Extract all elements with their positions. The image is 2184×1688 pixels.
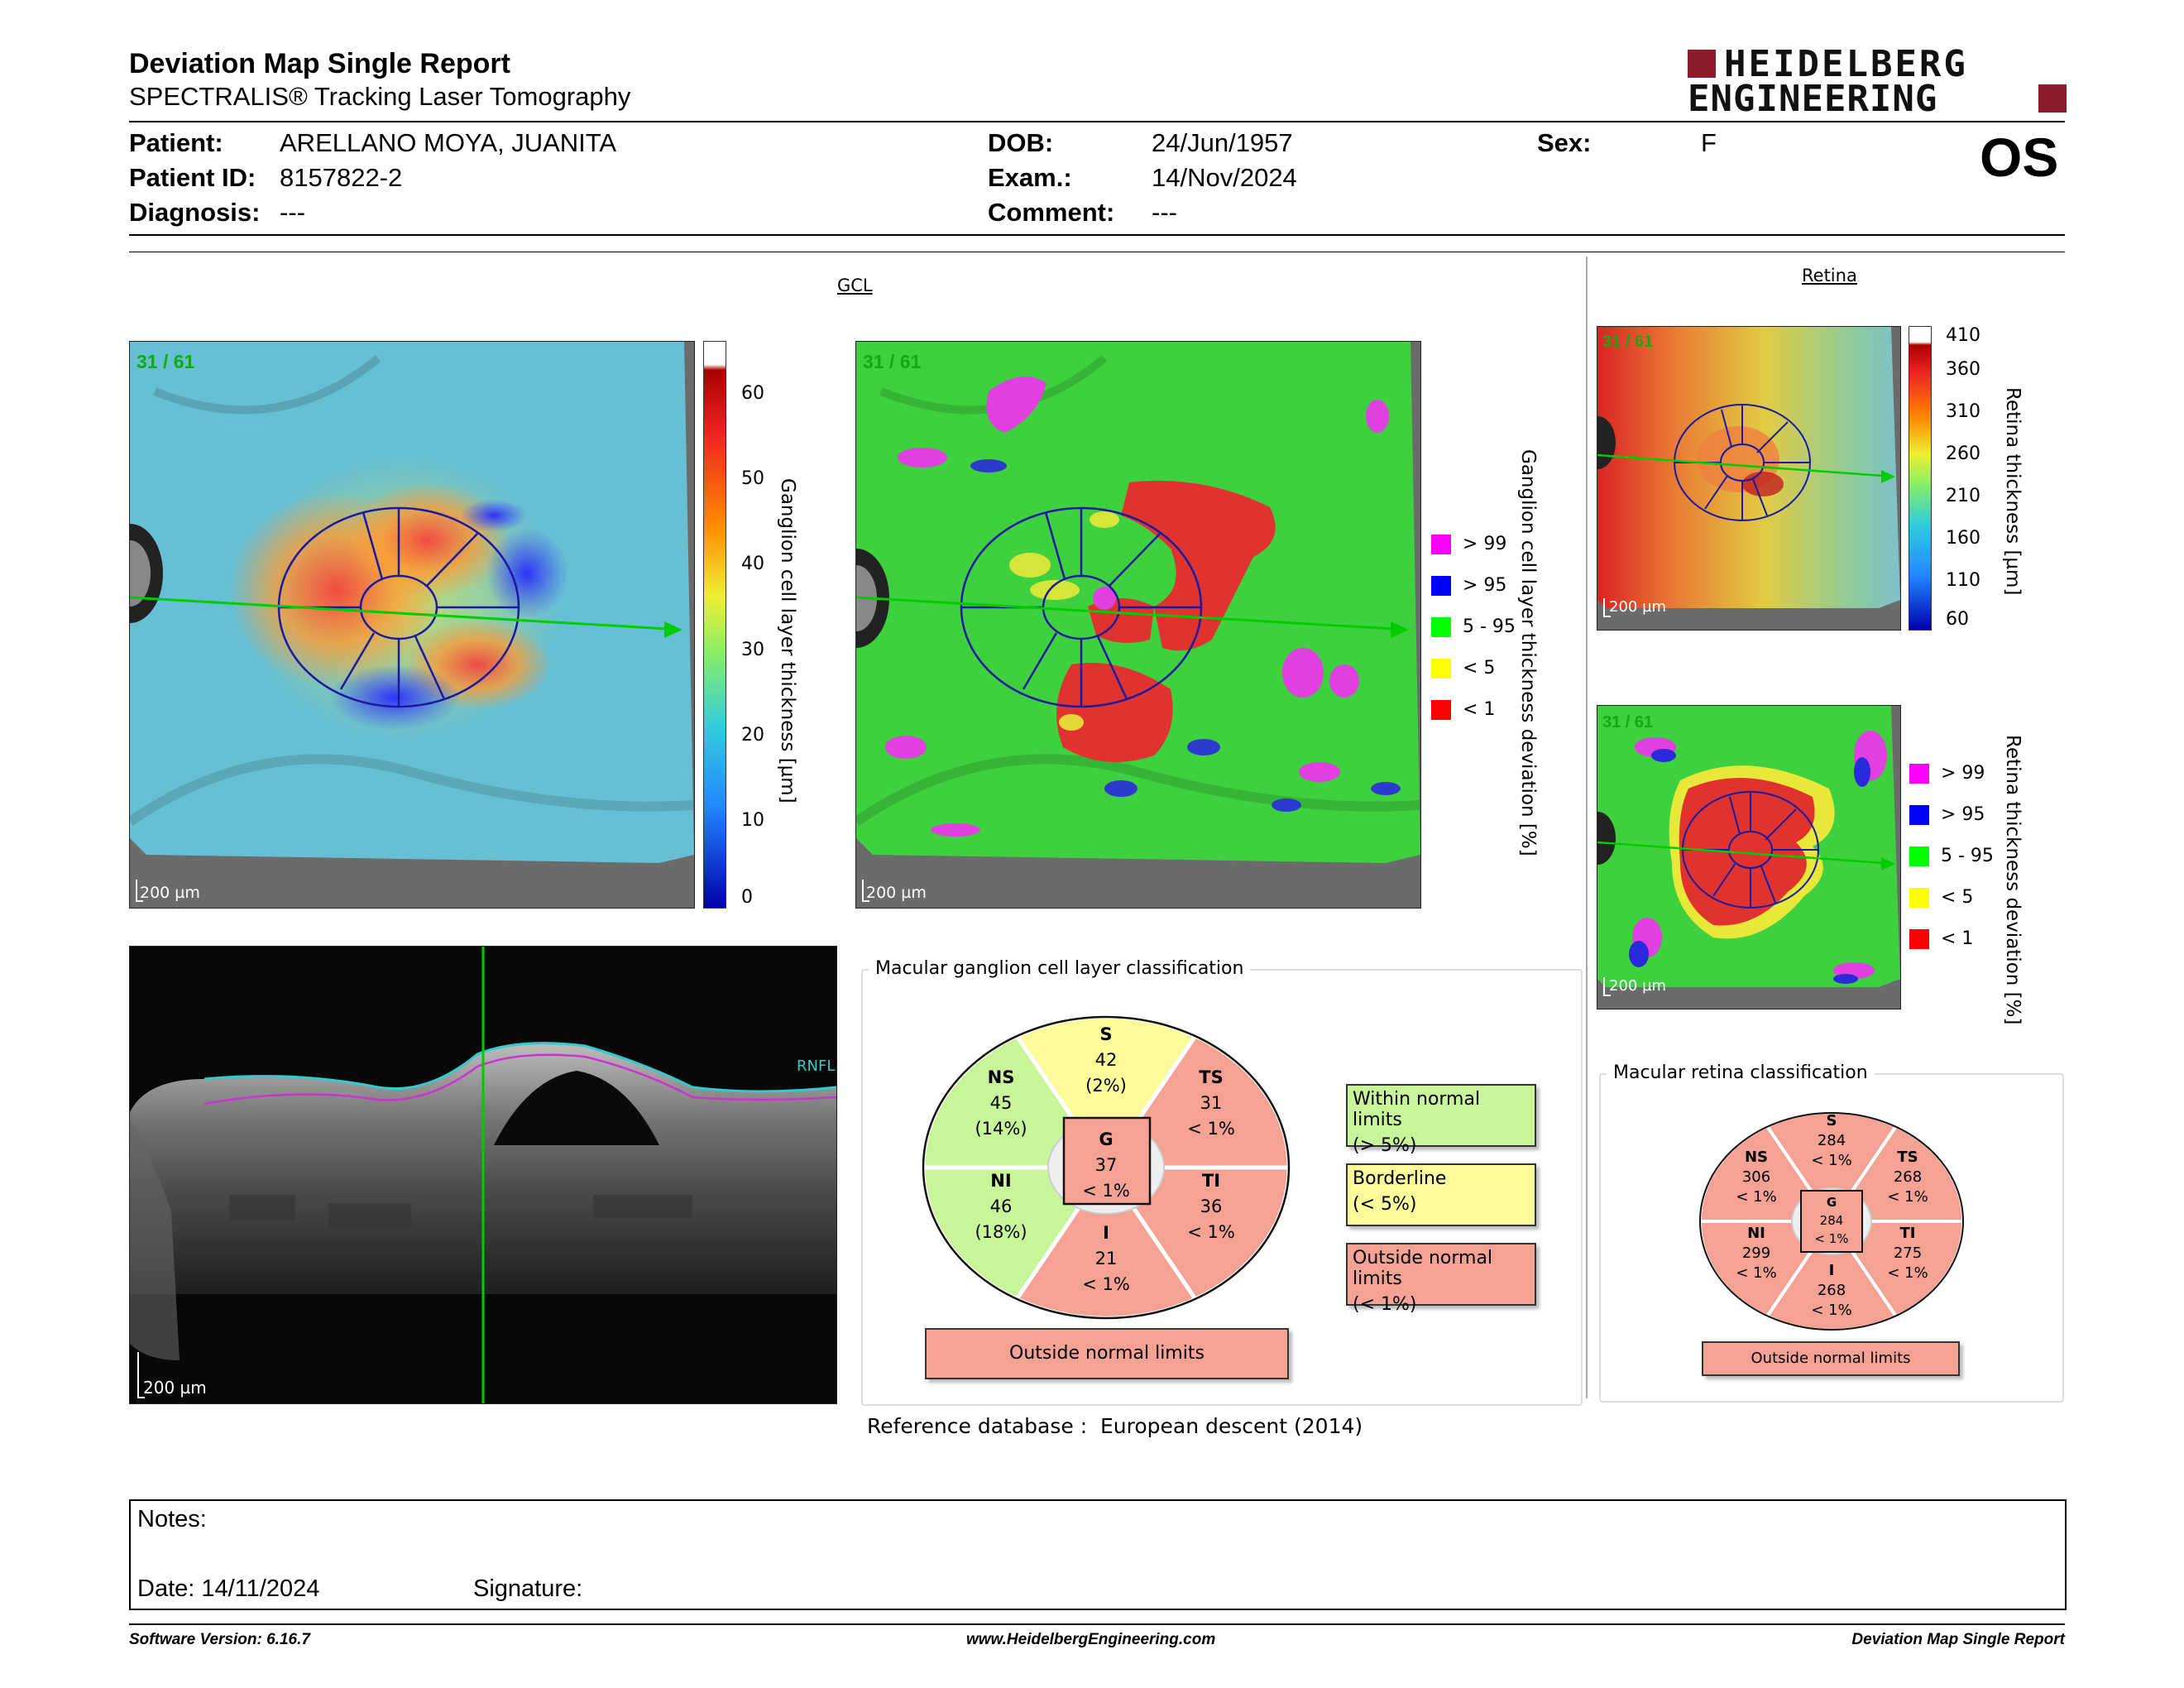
gcl-classification-chart [922, 1015, 1291, 1320]
gcl-sector-i-name: I [1103, 1223, 1109, 1243]
retina-map-scale: 200 µm [1609, 598, 1667, 616]
ret-sector-ts-name: TS [1897, 1149, 1918, 1166]
ret-sector-ts-pct: < 1% [1887, 1188, 1928, 1206]
gcl-thickness-map [129, 341, 695, 909]
gcl-sector-ni-pct: (18%) [975, 1222, 1027, 1242]
retina-thickness-map [1597, 326, 1901, 631]
retina-tick-110: 110 [1946, 570, 1980, 591]
gcl-legend-swatch-green [1431, 617, 1451, 637]
patient-id: 8157822-2 [280, 163, 403, 192]
gcl-map-scale: 200 µm [140, 884, 200, 902]
ret-sector-ns-pct: < 1% [1736, 1188, 1777, 1206]
ret-sector-ns-value: 306 [1741, 1168, 1771, 1186]
gcl-tick-10: 10 [741, 810, 764, 831]
ret-sector-ni-pct: < 1% [1736, 1264, 1777, 1282]
retina-tick-310: 310 [1946, 401, 1980, 422]
gcl-sector-g-name: G [1099, 1129, 1114, 1149]
gcl-overall-classification: Outside normal limits [925, 1328, 1289, 1379]
logo-text-line1: HEIDELBERG [1724, 43, 1968, 85]
legend-borderline-line2: (< 5%) [1353, 1194, 1417, 1215]
patient-id-label: Patient ID: [129, 163, 256, 192]
retina-legend-swatch-magenta [1909, 764, 1929, 784]
legend-outside-normal-line2: (< 1%) [1353, 1294, 1417, 1315]
gcl-dev-map-scan-label: 31 / 61 [863, 351, 922, 372]
footer-divider [129, 1623, 2065, 1625]
gcl-sector-ti-value: 36 [1200, 1196, 1223, 1216]
gcl-legend-lt1: < 1 [1431, 699, 1495, 720]
gcl-sector-i-pct: < 1% [1082, 1274, 1130, 1294]
logo-text-line2: ENGINEERING [1688, 78, 1938, 120]
gcl-legend-5-95: 5 - 95 [1431, 616, 1516, 637]
gcl-sector-ts-pct: < 1% [1187, 1119, 1235, 1139]
gcl-deviation-axis-label: Ganglion cell layer thickness deviation [%] [1517, 449, 1539, 856]
gcl-sector-ns-pct: (14%) [975, 1119, 1027, 1139]
footer-report-name: Deviation Map Single Report [1851, 1631, 2065, 1648]
retina-tick-410: 410 [1946, 325, 1980, 346]
gcl-sector-i-value: 21 [1094, 1249, 1118, 1268]
gcl-legend-swatch-blue [1431, 576, 1451, 596]
dob-label: DOB: [988, 128, 1054, 157]
legend-within-normal [1346, 1084, 1536, 1156]
retina-legend-swatch-yellow [1909, 888, 1929, 908]
retina-legend-lt5: < 5 [1909, 887, 1973, 908]
gcl-sector-ns-name: NS [987, 1067, 1015, 1087]
comment-label: Comment: [988, 198, 1115, 227]
notes-label: Notes: [137, 1506, 207, 1532]
ret-sector-g-value: 284 [1819, 1213, 1844, 1228]
gcl-sector-ts-value: 31 [1200, 1093, 1223, 1113]
retina-dev-map-scan-label: 31 / 61 [1602, 713, 1654, 731]
gcl-thickness-colorbar [703, 341, 726, 909]
retina-map-scan-label: 31 / 61 [1602, 333, 1654, 351]
oct-bscan [129, 946, 837, 1404]
retina-classification-chart [1698, 1111, 1965, 1331]
exam-value: 14/Nov/2024 [1152, 163, 1297, 192]
company-logo [1688, 43, 2068, 120]
gcl-legend-swatch-yellow [1431, 659, 1451, 679]
ret-sector-ts-value: 268 [1893, 1168, 1923, 1186]
gcl-sector-g-value: 37 [1094, 1155, 1118, 1175]
diagnosis-label: Diagnosis: [129, 198, 261, 227]
retina-tick-260: 260 [1946, 444, 1980, 464]
ret-sector-ti-pct: < 1% [1887, 1264, 1928, 1282]
patient-label: Patient: [129, 128, 223, 157]
retina-thickness-colorbar [1909, 326, 1932, 631]
gcl-legend-gt99: > 99 [1431, 534, 1506, 554]
logo-square-bottom [2038, 84, 2067, 113]
gcl-sector-ts-name: TS [1199, 1067, 1224, 1087]
gcl-legend-lt5: < 5 [1431, 658, 1495, 679]
retina-overall-classification: Outside normal limits [1702, 1341, 1960, 1376]
gcl-map-scan-label: 31 / 61 [136, 351, 195, 372]
gcl-tick-60: 60 [741, 383, 764, 404]
gcl-tick-40: 40 [741, 554, 764, 574]
gcl-sector-s-value: 42 [1094, 1050, 1118, 1070]
retina-legend-5-95: 5 - 95 [1909, 846, 1994, 866]
gcl-sector-s-name: S [1099, 1024, 1113, 1044]
retina-dev-map-scale: 200 µm [1609, 977, 1667, 995]
bscan-layer-label: RNFL [797, 1057, 836, 1075]
retina-legend-swatch-red [1909, 929, 1929, 949]
gcl-sector-ns-value: 45 [989, 1093, 1013, 1113]
ret-sector-s-name: S [1826, 1112, 1837, 1129]
sex-label: Sex: [1537, 128, 1592, 157]
bscan-scale: 200 µm [143, 1378, 207, 1398]
gcl-classification-title: Macular ganglion cell layer classification [869, 958, 1250, 979]
gcl-tick-50: 50 [741, 468, 764, 489]
gcl-legend-swatch-red [1431, 700, 1451, 720]
notes-signature: Signature: [473, 1575, 583, 1602]
gcl-sector-ni-value: 46 [989, 1196, 1013, 1216]
ret-sector-s-pct: < 1% [1811, 1152, 1852, 1169]
legend-outside-normal-line1: Outside normal limits [1353, 1248, 1493, 1289]
gcl-sector-ti-pct: < 1% [1187, 1222, 1235, 1242]
retina-legend-gt99: > 99 [1909, 763, 1985, 784]
ret-sector-ni-name: NI [1747, 1225, 1765, 1242]
retina-deviation-axis-label: Retina thickness deviation [%] [2002, 735, 2024, 1025]
header-divider [129, 121, 2065, 122]
eye-indicator: OS [1980, 127, 2059, 188]
gcl-dev-map-scale: 200 µm [866, 884, 927, 902]
gcl-sector-ti-name: TI [1201, 1171, 1221, 1191]
notes-date: Date: 14/11/2024 [137, 1575, 320, 1602]
gcl-tick-0: 0 [741, 887, 753, 908]
footer-software-version: Software Version: 6.16.7 [129, 1631, 310, 1648]
ret-sector-i-name: I [1828, 1262, 1835, 1279]
retina-thickness-axis-label: Retina thickness [µm] [2002, 387, 2024, 596]
report-subtitle: SPECTRALIS® Tracking Laser Tomography [129, 82, 631, 111]
notes-box [129, 1499, 2067, 1610]
gcl-legend-swatch-magenta [1431, 535, 1451, 554]
comment-value: --- [1152, 198, 1177, 227]
retina-legend-lt1: < 1 [1909, 928, 1973, 949]
gcl-legend-gt95: > 95 [1431, 575, 1506, 596]
gcl-tick-20: 20 [741, 725, 764, 746]
retina-tick-360: 360 [1946, 359, 1980, 380]
ret-sector-ni-value: 299 [1741, 1244, 1771, 1262]
gcl-thickness-axis-label: Ganglion cell layer thickness [µm] [777, 478, 798, 803]
logo-square-top [1688, 50, 1716, 78]
sex-value: F [1701, 128, 1717, 157]
retina-tick-210: 210 [1946, 486, 1980, 506]
patient-divider-1 [129, 234, 2065, 236]
ret-sector-g-name: G [1826, 1195, 1837, 1210]
legend-borderline [1346, 1163, 1536, 1226]
gcl-section-title: GCL [837, 276, 873, 295]
reference-database: Reference database : European descent (2014) [867, 1414, 1363, 1438]
gcl-sector-ni-name: NI [990, 1171, 1012, 1191]
retina-legend-swatch-blue [1909, 805, 1929, 825]
section-separator [1586, 257, 1588, 1398]
legend-within-normal-line1: Within normal limits [1353, 1089, 1481, 1130]
exam-label: Exam.: [988, 163, 1072, 192]
retina-tick-160: 160 [1946, 528, 1980, 549]
retina-legend-gt95: > 95 [1909, 804, 1985, 825]
gcl-deviation-map [855, 341, 1421, 909]
diagnosis-value: --- [280, 198, 305, 227]
gcl-sector-g-pct: < 1% [1082, 1181, 1130, 1201]
retina-section-title: Retina [1802, 266, 1857, 285]
retina-classification-title: Macular retina classification [1607, 1062, 1875, 1083]
ret-sector-g-pct: < 1% [1814, 1231, 1849, 1246]
ret-sector-s-value: 284 [1817, 1132, 1846, 1149]
ret-sector-ti-value: 275 [1893, 1244, 1923, 1262]
ret-sector-ns-name: NS [1744, 1149, 1769, 1166]
dob-value: 24/Jun/1957 [1152, 128, 1293, 157]
footer-website[interactable]: www.HeidelbergEngineering.com [966, 1631, 1216, 1648]
ret-sector-i-value: 268 [1817, 1282, 1846, 1299]
gcl-sector-s-pct: (2%) [1085, 1076, 1127, 1096]
legend-outside-normal [1346, 1243, 1536, 1315]
retina-tick-60: 60 [1946, 609, 1969, 630]
legend-within-normal-line2: (> 5%) [1353, 1135, 1417, 1156]
report-title: Deviation Map Single Report [129, 48, 510, 79]
legend-borderline-line1: Borderline [1353, 1168, 1447, 1189]
ret-sector-i-pct: < 1% [1811, 1302, 1852, 1319]
retina-deviation-map [1597, 705, 1901, 1009]
gcl-tick-30: 30 [741, 640, 764, 660]
ret-sector-ti-name: TI [1899, 1225, 1916, 1242]
retina-legend-swatch-green [1909, 846, 1929, 866]
patient-name: ARELLANO MOYA, JUANITA [280, 128, 617, 157]
